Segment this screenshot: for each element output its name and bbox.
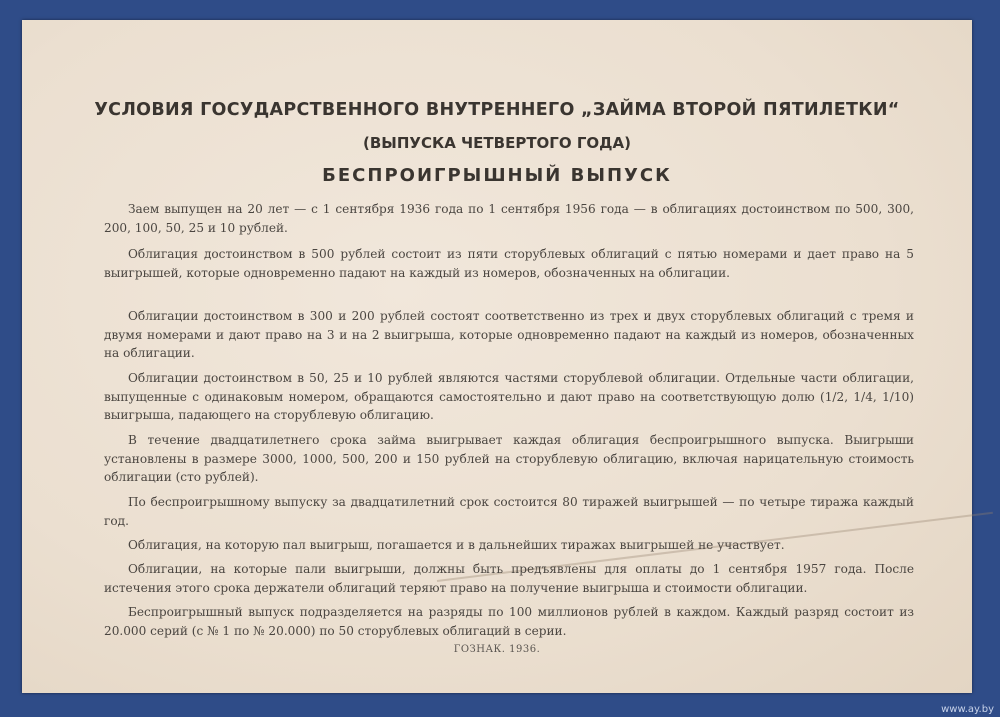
document-title: УСЛОВИЯ ГОСУДАРСТВЕННОГО ВНУТРЕННЕГО „ЗАЙМА ВТОРОЙ ПЯТИЛЕТКИ“ <box>94 100 900 120</box>
bond-paper <box>22 20 972 693</box>
printer-imprint: ГОЗНАК. 1936. <box>453 644 541 655</box>
paragraph-draws: По беспроигрышному выпуску за двадцатилетний срок состоится 80 тиражей выигрышей — по четыре тиража каждый год. <box>104 495 914 528</box>
document-subtitle: (ВЫПУСКА ЧЕТВЕРТОГО ГОДА) <box>363 134 631 152</box>
paragraph-500: Облигация достоинством в 500 рублей состоит из пяти сторублевых облигаций с пятью номерами и дает право на 5 выигрышей, которые одновременно падают на каждый из номеров, обозначенных на облигации. <box>104 247 914 280</box>
issue-type-heading: БЕСПРОИГРЫШНЫЙ ВЫПУСК <box>322 165 672 186</box>
paragraph-300-200: Облигации достоинством в 300 и 200 рублей состоят соответственно из трех и двух сторублевых облигаций с тремя и двумя номерами и дают право на 3 и на 2 выигрыша, которые одновременно падают на каждый из номеров, обозначенных на облигации. <box>104 309 914 360</box>
paragraph-deadline: Облигации, на которые пали выигрыши, должны быть предъявлены для оплаты до 1 сентября 1957 года. После истечения этого срока держатели облигаций теряют право на получение выигрыша и стоимости облигации. <box>104 562 914 595</box>
paragraph-redeemed: Облигация, на которую пал выигрыш, погашается и в дальнейших тиражах выигрышей не участвует. <box>128 538 785 552</box>
paragraph-fractions: Облигации достоинством в 50, 25 и 10 рублей являются частями сторублевой облигации. Отдельные части облигации, выпущенные с одинаковым номером, обращаются самостоятельно и дают право на соответствующую долю (1/2, 1/4, 1/10) выигрыша, падающего на сторублевую облигацию. <box>104 371 914 422</box>
paragraph-prizes: В течение двадцатилетнего срока займа выигрывает каждая облигация беспроигрышного выпуска. Выигрыши установлены в размере 3000, 1000, 500, 200 и 150 рублей на сторублевую облигацию, включая нарицательную стоимость облигации (сто рублей). <box>104 433 914 484</box>
paragraph-term: Заем выпущен на 20 лет — с 1 сентября 1936 года по 1 сентября 1956 года — в облигациях достоинством по 500, 300, 200, 100, 50, 25 и 10 рублей. <box>104 202 914 235</box>
paragraph-series: Беспроигрышный выпуск подразделяется на разряды по 100 миллионов рублей в каждом. Каждый разряд состоит из 20.000 серий (с № 1 по № 20.000) по 50 сторублевых облигаций в серии. <box>104 605 914 638</box>
watermark-text: www.ay.by <box>941 704 994 715</box>
